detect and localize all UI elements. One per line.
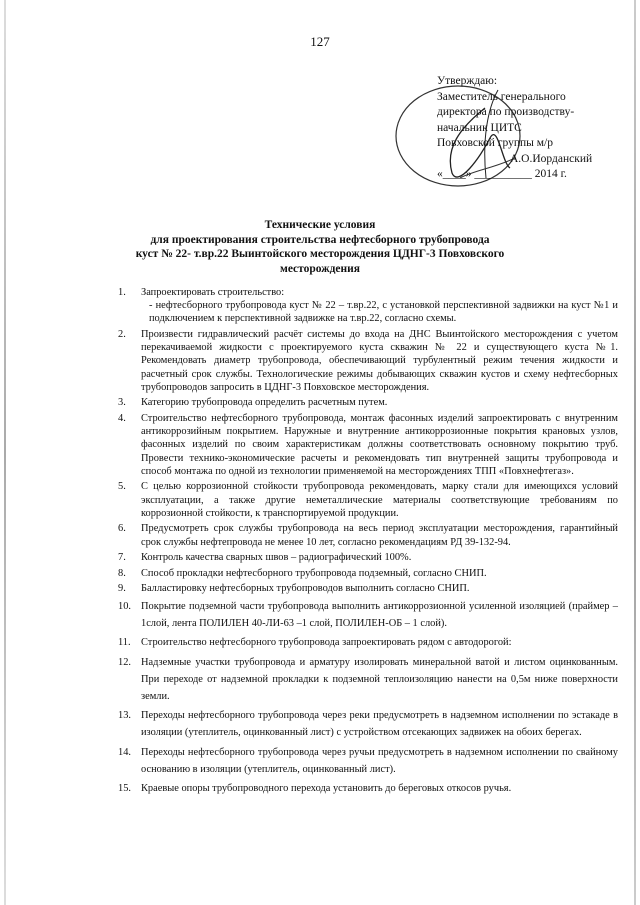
list-item	[118, 707, 618, 741]
item-number: 10.	[118, 600, 131, 612]
item-number: 2.	[118, 329, 126, 340]
list-item	[118, 780, 618, 797]
requirements-list	[118, 286, 618, 799]
list-item	[118, 480, 618, 520]
right-scan-edge	[634, 0, 636, 905]
item-text: Строительство нефтесборного трубопровода, монтаж фасонных изделий запроектировать с внутренним антикоррозийным покрытием. Наружные и внутренние антикоррозионные покрытия крановых узлов, фасонных изделий по своим характеристикам должны соответствовать основному покрытию труб. Провести технико-экономические расчеты и рекомендовать тип внутренней защиты трубопровода и способ монтажа по одной из технологии применяемой на месторождениях ТПП «Повхнефтегаз».	[141, 413, 618, 477]
item-number: 9.	[118, 583, 126, 595]
approval-line: Заместитель генерального	[437, 90, 566, 103]
list-item	[118, 551, 618, 564]
approval-signatory: А.О.Иорданский	[510, 152, 593, 165]
approval-block	[437, 74, 627, 183]
item-text: Балластировку нефтесборных трубопроводов выполнить согласно СНИП.	[141, 583, 470, 595]
item-number: 7.	[118, 552, 126, 564]
item-number: 13.	[118, 710, 131, 722]
page-number: 127	[310, 34, 330, 49]
list-item	[118, 522, 618, 548]
title-line: для проектирования строительства нефтесборного трубопровода	[150, 233, 490, 246]
left-scan-edge	[4, 0, 6, 905]
item-number: 4.	[118, 413, 126, 424]
title-line: Технические условия	[264, 219, 376, 231]
list-item	[118, 582, 618, 595]
list-item	[118, 744, 618, 778]
list-item	[118, 634, 618, 651]
item-number: 11.	[118, 637, 131, 649]
item-text: С целью коррозионной стойкости трубопровода рекомендовать, марку стали для имеющихся условий эксплуатации, а также другие неметаллические материалы соответствующие требованиям по коррозионной стойкости, к транспортируемой продукции.	[141, 481, 618, 519]
item-text: Категорию трубопровода определить расчетным путем.	[141, 397, 388, 409]
item-number: 1.	[118, 287, 126, 298]
list-item	[118, 328, 618, 394]
list-item	[118, 286, 618, 326]
item-number: 5.	[118, 481, 126, 493]
item-number: 15.	[118, 782, 131, 794]
approval-line: Утверждаю:	[437, 75, 498, 87]
item-text: Надземные участки трубопровода и арматуру изолировать минеральной ватой и листом оцинкованным. При переходе от надземной прокладки к подземной теплоизоляцию нанести на 0,5м ниже поверхности земли.	[141, 656, 618, 702]
item-text: Запроектировать строительство:	[141, 287, 285, 298]
list-item	[118, 396, 618, 409]
item-text: Способ прокладки нефтесборного трубопровода подземный, согласно СНИП.	[141, 567, 487, 579]
approval-date: «____» __________ 2014 г.	[437, 168, 567, 180]
list-item	[118, 567, 618, 580]
item-number: 14.	[118, 746, 131, 758]
title-line: месторождения	[279, 262, 361, 275]
item-text: Краевые опоры трубопроводного перехода установить до береговых откосов ручья.	[141, 782, 512, 794]
item-text: Произвести гидравлический расчёт системы до входа на ДНС Выинтойского месторождения с учетом перекачиваемой жидкости с проектируемого куста скважин № 22 и существующего куста №1. Рекомендовать диаметр трубопровода, обеспечивающий турбулентный режим течения жидкости и расчетный срок службы. Технологические режимы добывающих скважин кустов и схему нефтесборных трубопроводов запросить в ЦДНГ-3 Повховское месторождения.	[141, 329, 618, 393]
item-text: Контроль качества сварных швов – радиографический 100%.	[141, 552, 412, 564]
item-text: Строительство нефтесборного трубопровода запроектировать рядом с автодорогой:	[141, 637, 512, 649]
item-number: 3.	[118, 397, 126, 409]
item-number: 12.	[118, 656, 131, 668]
item-number: 6.	[118, 523, 126, 535]
item-text: Переходы нефтесборного трубопровода через ручьи предусмотреть в надземном исполнении по свайному основанию в изоляции (утеплитель, оцинкованный лист).	[141, 746, 618, 775]
approval-line: Повховской группы м/р	[437, 137, 553, 149]
item-text: Предусмотреть срок службы трубопровода на весь период эксплуатации месторождения, гарантийный срок службы нефтепровода не менее 10 лет, согласно рекомендациям РД 39-132-94.	[141, 523, 618, 548]
document-title	[100, 218, 540, 276]
list-item	[118, 412, 618, 478]
list-item	[118, 598, 618, 632]
item-number: 8.	[118, 567, 126, 579]
list-item	[118, 654, 618, 705]
approval-line: начальник ЦИТС	[437, 121, 522, 134]
item-subtext: - нефтесборного трубопровода куст № 22 – т.вр.22, с установкой перспективной задвижки на куст №1 и подключением к перспективной задвижке на т.вр.22, согласно схемы.	[149, 300, 618, 325]
title-line: куст № 22- т.вр.22 Выинтойского месторождения ЦДНГ-3 Повховского	[135, 248, 505, 260]
approval-line: директора по производству-	[437, 106, 575, 118]
item-text: Покрытие подземной части трубопровода выполнить антикоррозионной усиленной изоляцией (праймер –1слой, лента ПОЛИЛЕН 40-ЛИ-63 –1 слой, ПОЛИЛЕН-ОБ – 1 слой).	[141, 600, 618, 629]
item-text: Переходы нефтесборного трубопровода через реки предусмотреть в надземном исполнении по эстакаде в изоляции (утеплитель, оцинкованный лист) с устройством отсекающих задвижек на обоих берегах.	[141, 710, 618, 739]
